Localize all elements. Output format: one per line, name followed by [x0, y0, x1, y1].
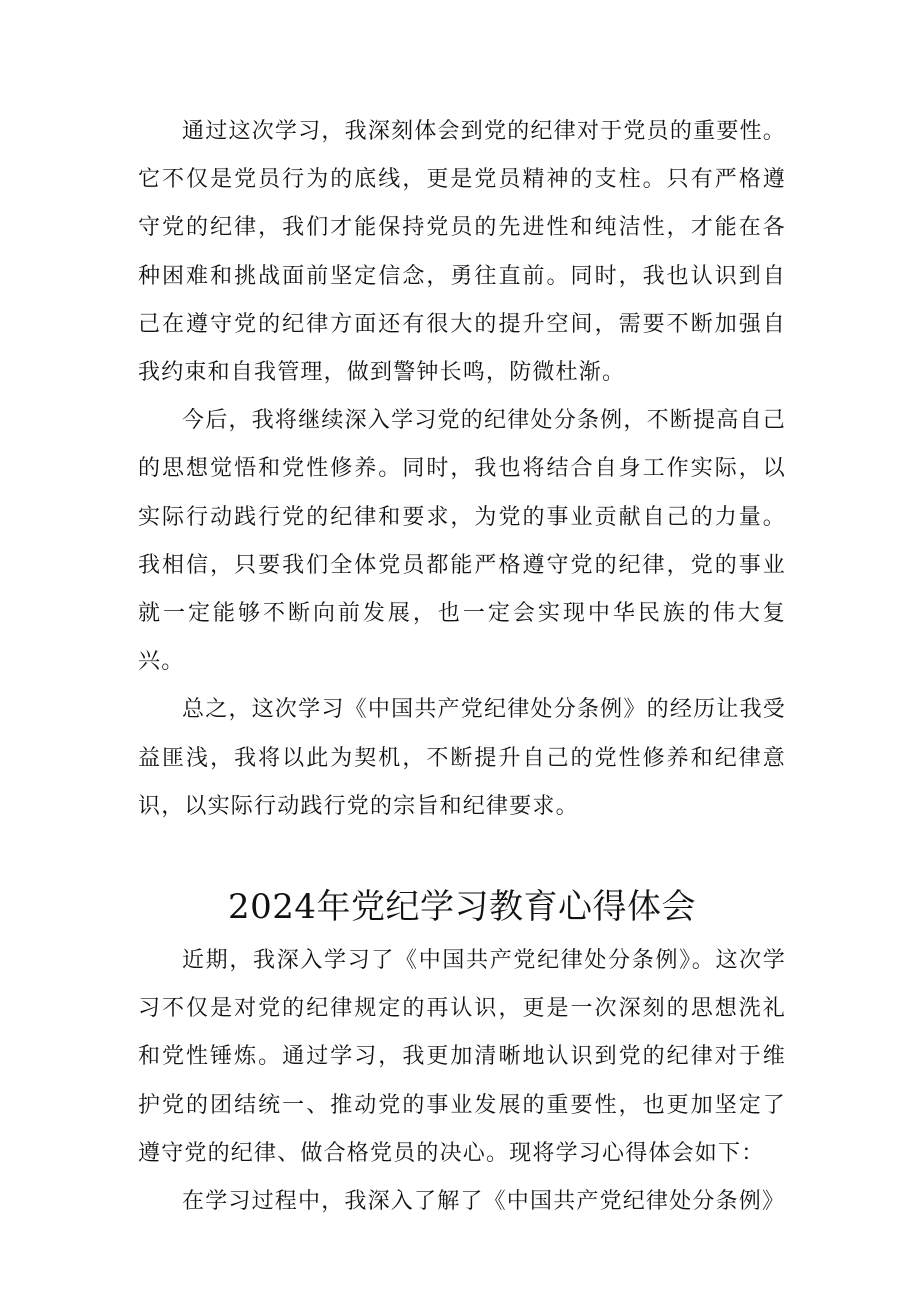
document-body [138, 108, 786, 1226]
document-title: 2024年党纪学习教育心得体会 [227, 887, 697, 928]
paragraph-introduction: 近期，我深入学习了《中国共产党纪律处分条例》。这次学习不仅是对党的纪律规定的再认识，更是一次深刻的思想洗礼和党性锤炼。通过学习，我更加清晰地认识到党的纪律对于维护党的团结统一、推动党的事业发展的重要性，也更加坚定了遵守党的纪律、做合格党员的决心。现将学习心得体会如下： [138, 948, 786, 1166]
paragraph-study-reflection: 通过这次学习，我深刻体会到党的纪律对于党员的重要性。它不仅是党员行为的底线，更是党员精神的支柱。只有严格遵守党的纪律，我们才能保持党员的先进性和纯洁性，才能在各种困难和挑战面前坚定信念，勇往直前。同时，我也认识到自己在遵守党的纪律方面还有很大的提升空间，需要不断加强自我约束和自我管理，做到警钟长鸣，防微杜渐。 [138, 119, 786, 386]
paragraph-future-plan: 今后，我将继续深入学习党的纪律处分条例，不断提高自己的思想觉悟和党性修养。同时，我也将结合自身工作实际，以实际行动践行党的纪律和要求，为党的事业贡献自己的力量。我相信，只要我们全体党员都能严格遵守党的纪律，党的事业就一定能够不断向前发展，也一定会实现中华民族的伟大复兴。 [138, 408, 786, 675]
paragraph-conclusion: 总之，这次学习《中国共产党纪律处分条例》的经历让我受益匪浅，我将以此为契机，不断提升自己的党性修养和纪律意识，以实际行动践行党的宗旨和纪律要求。 [138, 697, 786, 819]
paragraph-study-process: 在学习过程中，我深入了解了《中国共产党纪律处分条例》 [182, 1189, 786, 1215]
